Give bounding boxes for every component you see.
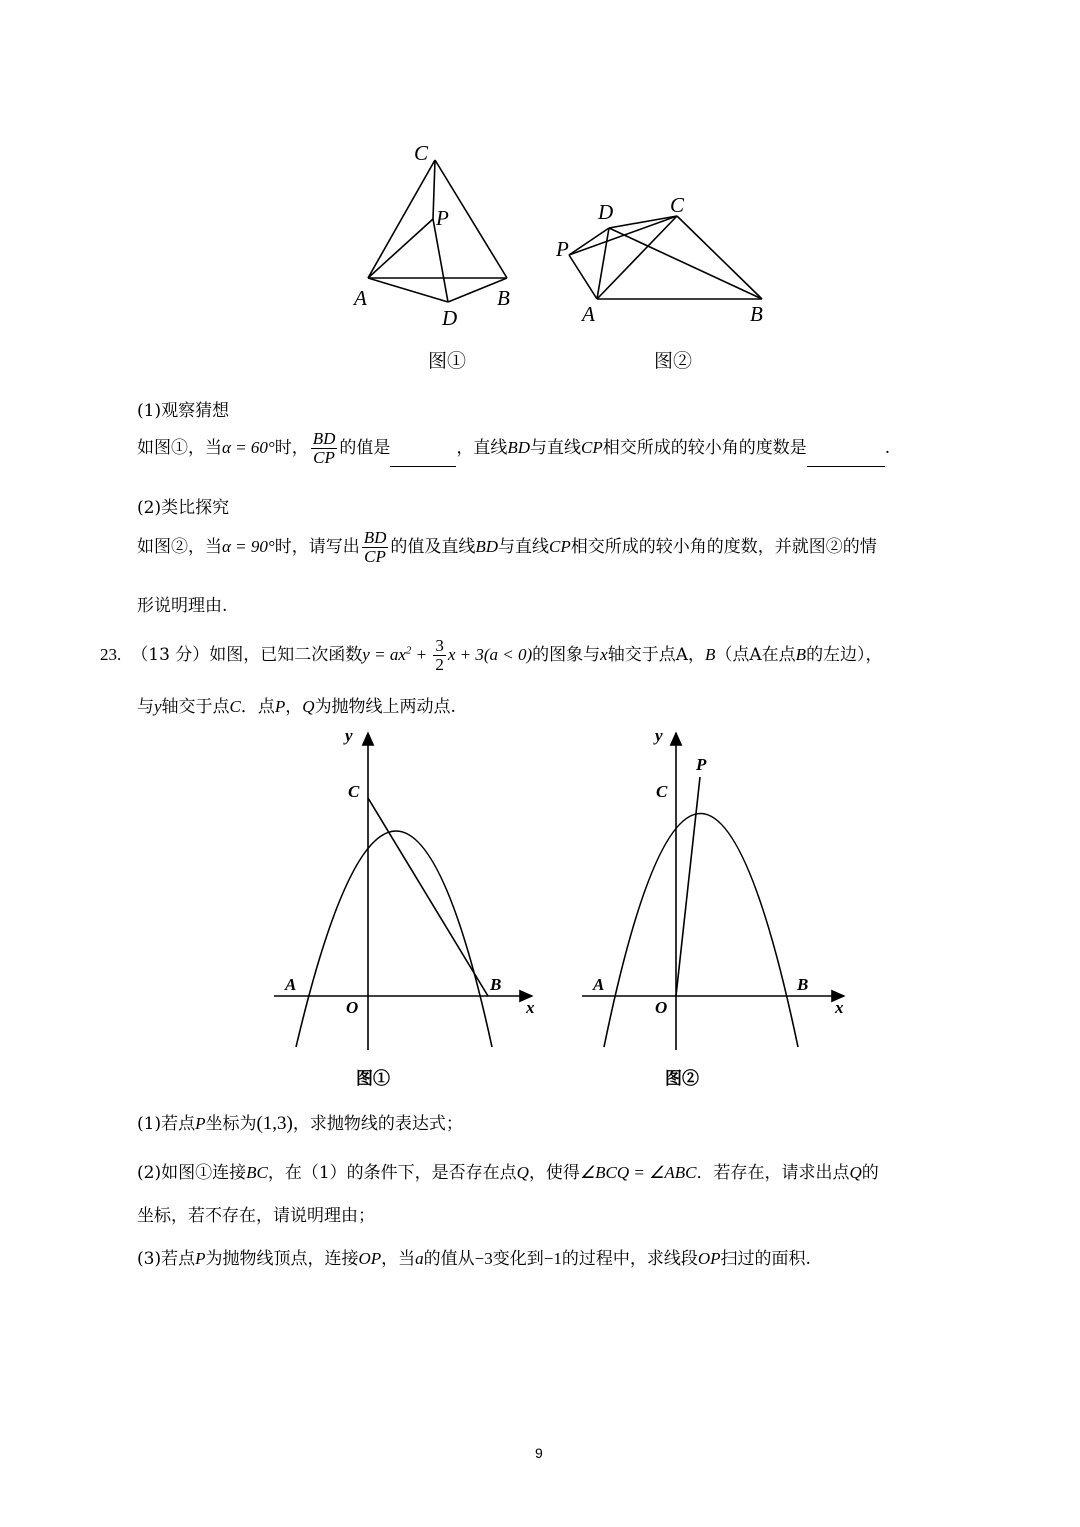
fig2-caption: 图② (654, 350, 693, 372)
fig1-label-P: P (436, 206, 449, 230)
q23-line2: 与y轴交于点C．点P，Q为抛物线上两动点. (137, 697, 456, 717)
fig1-label-C: C (414, 141, 429, 165)
answer-blank-1[interactable] (390, 448, 456, 467)
fig2-label-D: D (598, 200, 614, 224)
graph2-label-C: C (656, 782, 668, 801)
q22-part1-title: (1)观察猜想 (137, 401, 230, 421)
fig1-label-D: D (442, 306, 458, 330)
fig1-caption: 图① (428, 350, 467, 372)
fig1-label-B: B (497, 286, 510, 310)
graph2-label-y: y (655, 726, 663, 745)
graph1-label-O: O (346, 998, 359, 1017)
graph1-label-B: B (490, 975, 502, 994)
graph2-label-x: x (835, 998, 844, 1017)
q23-part1: (1)若点P坐标为(1,3)，求抛物线的表达式； (137, 1113, 463, 1134)
graph1-label-A: A (285, 975, 297, 994)
graph1-label-x: x (526, 998, 535, 1017)
q23-line1: 23. （13 分）如图，已知二次函数$y = ax^2$ + $\frac{3}{2}$ x + 3(a < 0)的图象与x轴交于点A，B（点A在点B的左边）， (100, 636, 883, 674)
q22-part1-line: 如图①，当α = 60°时， $\frac{BD}{CP}$ 的值是 ，直线BD与直线CP相交所成的较小角的度数是 . (137, 429, 891, 467)
q23-part2-line2: 坐标，若不存在，请说明理由； (137, 1206, 375, 1226)
graph1-label-C: C (348, 782, 360, 801)
graph1-label-y: y (345, 726, 353, 745)
q23-part3: (3)若点P为抛物线顶点，连接OP，当a的值从−3变化到−1的过程中，求线段OP扫过的面积. (137, 1249, 811, 1269)
graph2-caption: 图② (665, 1069, 699, 1089)
fig1-label-A: A (354, 286, 367, 310)
graph2-label-A: A (593, 975, 605, 994)
graph-1 (270, 725, 550, 1055)
figure-geometry-2 (555, 200, 775, 310)
figure-geometry-1 (340, 130, 540, 340)
graph1-caption: 图① (356, 1069, 390, 1089)
fig2-label-A: A (582, 302, 595, 326)
fig2-label-B: B (750, 302, 763, 326)
answer-blank-2[interactable] (807, 448, 885, 467)
q22-part2-title: (2)类比探究 (137, 498, 230, 518)
q22-part2-line2: 形说明理由. (137, 596, 228, 616)
graph2-label-P: P (696, 755, 707, 774)
graph2-label-O: O (655, 998, 668, 1017)
q22-part2-line: 如图②，当α = 90°时，请写出 $\frac{BD}{CP}$ 的值及直线BD与直线CP相交所成的较小角的度数，并就图②的情 (137, 528, 877, 566)
fig2-label-C: C (670, 193, 685, 217)
q23-part2: (2)如图①连接BC，在（1）的条件下，是否存在点Q，使得∠BCQ = ∠ABC．若存在，请求出点Q的 (137, 1163, 879, 1183)
page-number: 9 (535, 1445, 543, 1461)
graph-2 (578, 725, 858, 1055)
graph2-label-B: B (797, 975, 809, 994)
fig2-label-P: P (556, 237, 569, 261)
